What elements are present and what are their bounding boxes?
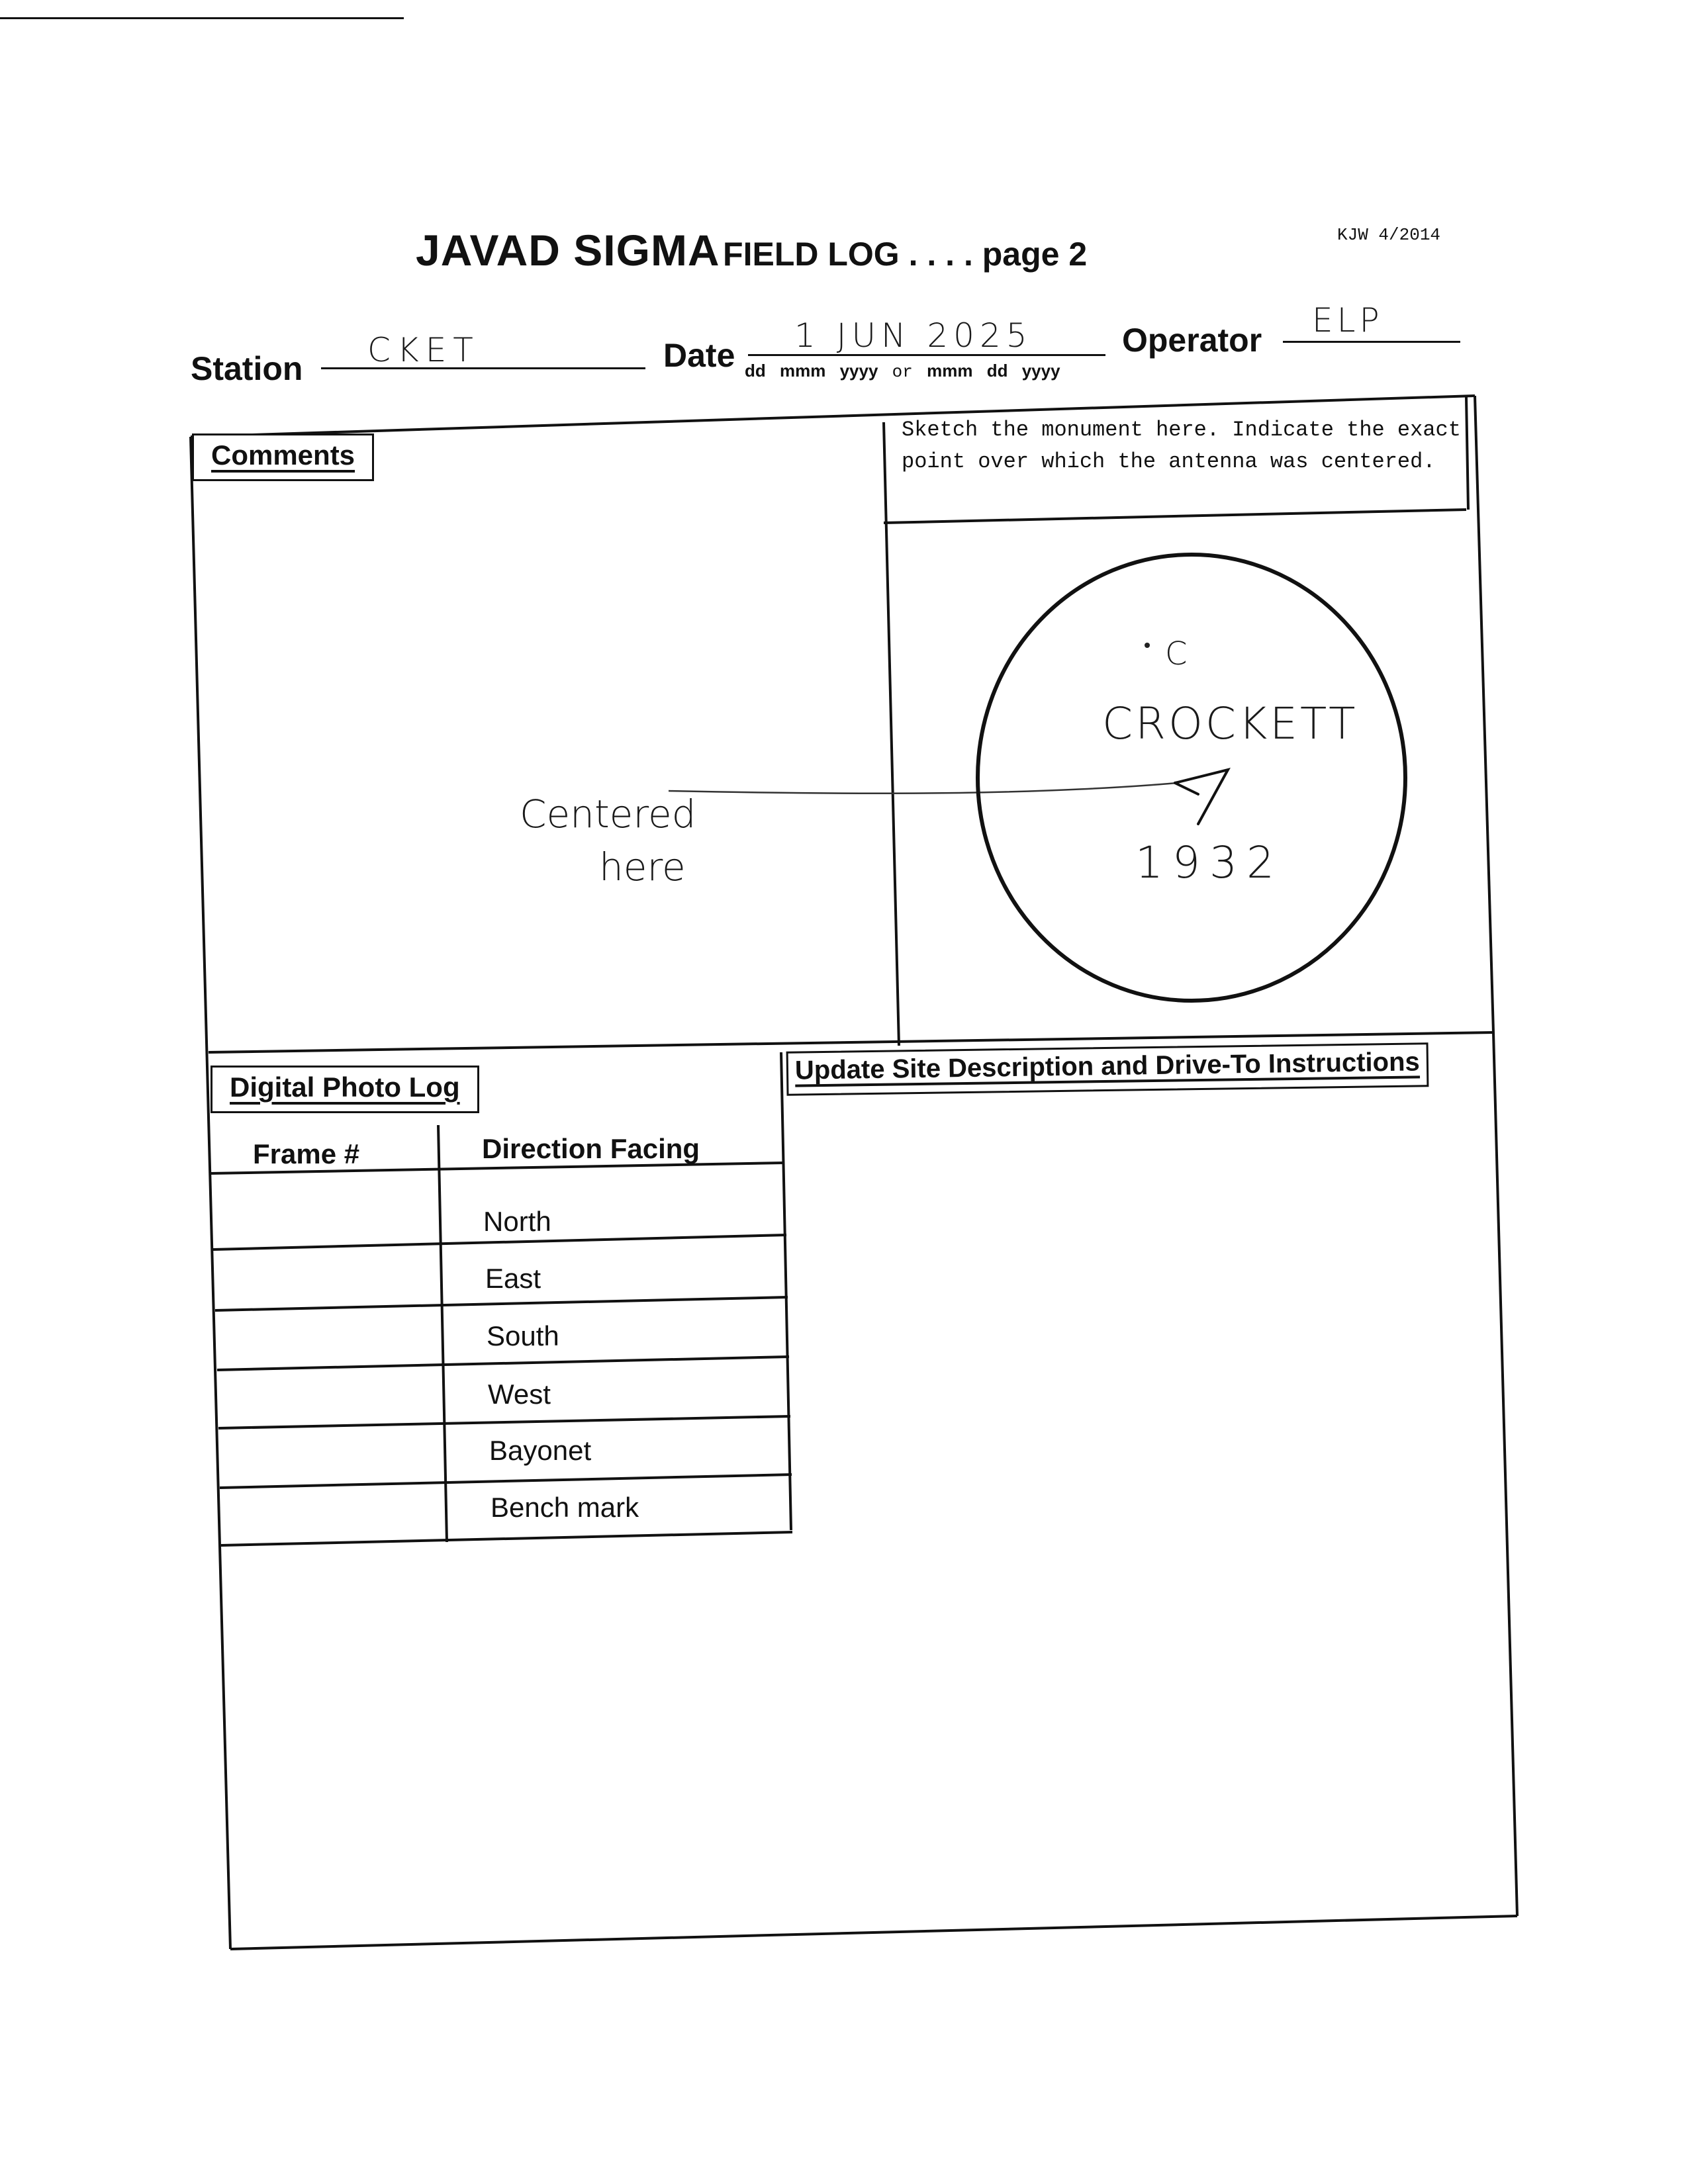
photo-row-bayonet: Bayonet [489, 1435, 592, 1466]
photo-row-west: West [488, 1379, 551, 1410]
disk-text-c: C [1165, 635, 1188, 672]
site-description-label: Update Site Description and Drive-To Instructions [786, 1042, 1429, 1096]
station-label: Station [191, 350, 303, 387]
photo-log-label: Digital Photo Log [211, 1066, 479, 1113]
operator-label: Operator [1122, 322, 1262, 359]
date-label: Date [663, 337, 735, 374]
triangle-mark-icon [1175, 770, 1228, 824]
date-format-hint: dd mmm yyyy or mmm dd yyyy [745, 361, 1060, 382]
comments-label: Comments [192, 433, 374, 481]
centered-note: Centered here [520, 792, 696, 889]
disk-text-name: CROCKETT [1102, 698, 1358, 749]
photo-row-south: South [487, 1320, 559, 1351]
sketch-instruction: Sketch the monument here. Indicate the exact point over which the antenna was centered. [902, 418, 1461, 474]
photo-row-east: East [485, 1263, 541, 1294]
disk-text-year: 1932 [1135, 837, 1284, 888]
date-value[interactable]: 1 JUN 2025 [794, 316, 1033, 355]
photo-row-bench-mark: Bench mark [491, 1492, 639, 1523]
direction-column-header: Direction Facing [482, 1133, 700, 1164]
frame-column-header: Frame # [253, 1138, 360, 1169]
form-title-rest: FIELD LOG . . . . page 2 [723, 236, 1088, 273]
photo-row-north: North [483, 1206, 551, 1237]
operator-value[interactable]: ELP [1312, 301, 1383, 340]
form-title-main: JAVAD SIGMA [416, 226, 720, 275]
form-version: KJW 4/2014 [1337, 225, 1441, 245]
station-value[interactable]: CKET [367, 331, 480, 369]
